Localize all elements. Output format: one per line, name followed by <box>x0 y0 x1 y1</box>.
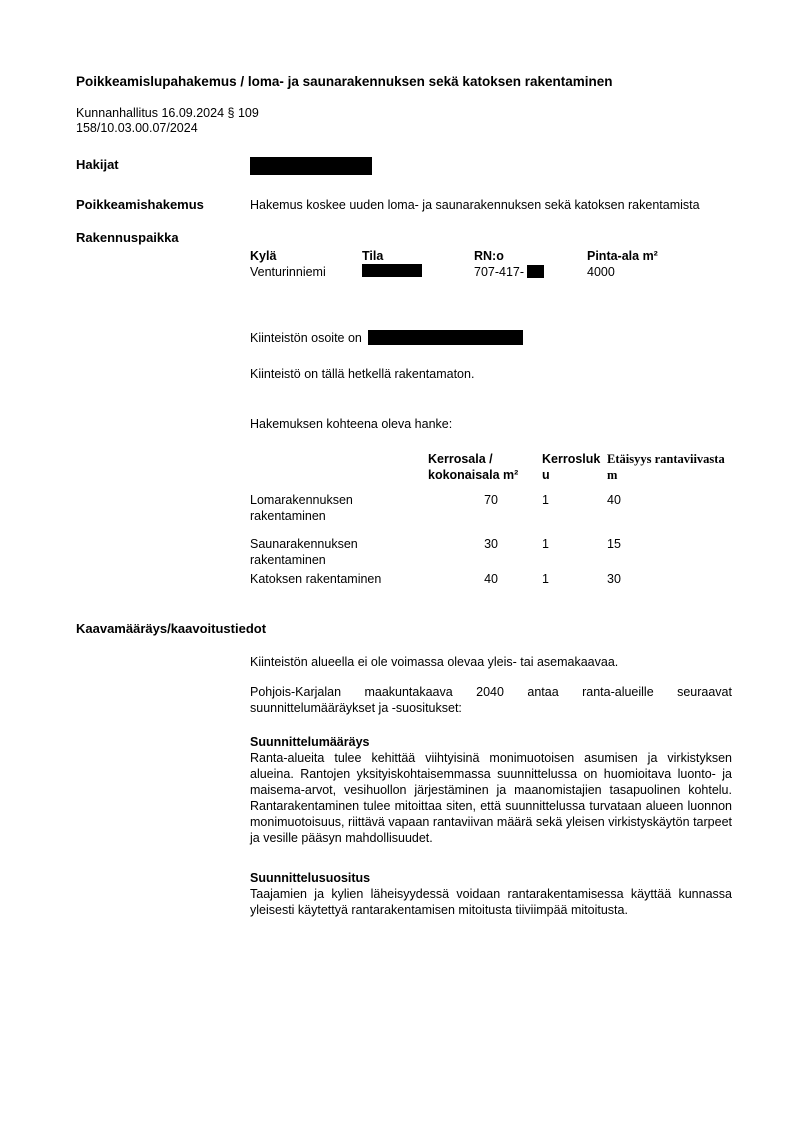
hanke-row-kerrosluku: 1 <box>542 537 549 551</box>
hanke-row-etaisyys: 30 <box>607 572 621 586</box>
hanke-row-name: Saunarakennuksen rakentaminen <box>250 537 358 567</box>
label-kaavamaarays: Kaavamääräys/kaavoitustiedot <box>76 621 267 636</box>
hanke-header-etaisyys: Etäisyys rantaviivasta m <box>607 452 725 482</box>
section-rakennuspaikka <box>76 230 742 587</box>
hanke-header-kerrosala: Kerrosala / kokonaisala m² <box>428 452 519 482</box>
hanke-table-header-row <box>250 451 732 483</box>
label-poikkeamishakemus: Poikkeamishakemus <box>76 197 204 212</box>
hanke-row-kerrosala: 30 <box>484 537 498 551</box>
section-kaavamaarays <box>76 621 742 637</box>
kaava-para2: Pohjois-Karjalan maakuntakaava 2040 antaa ranta-alueille seuraavat suunnittelumääräykset ja -suositukset: <box>250 685 732 715</box>
hanke-table-row <box>250 536 732 568</box>
meta-board-line: Kunnanhallitus 16.09.2024 § 109 <box>76 106 259 120</box>
property-table-header-row <box>250 248 732 264</box>
kaava-para2-row <box>76 684 742 716</box>
hakijat-content <box>250 157 732 179</box>
suunnittelumaarays-block <box>76 734 742 846</box>
redaction-box-osoite <box>368 330 523 345</box>
osoite-line <box>250 330 732 346</box>
section-poikkeamishakemus <box>76 197 742 213</box>
redaction-box-tila <box>362 264 422 277</box>
redaction-box-hakijat <box>250 157 372 175</box>
hanke-intro-text: Hakemuksen kohteena oleva hanke: <box>250 417 453 431</box>
label-rakennuspaikka: Rakennuspaikka <box>76 230 179 245</box>
hanke-row-kerrosala: 40 <box>484 572 498 586</box>
value-tila <box>362 264 474 281</box>
hanke-table-row <box>250 492 732 524</box>
hanke-table-row <box>250 571 732 587</box>
poikkeamishakemus-text: Hakemus koskee uuden loma- ja saunarakennuksen sekä katoksen rakentamista <box>250 198 700 212</box>
hanke-row-name: Lomarakennuksen rakentaminen <box>250 493 353 523</box>
rno-prefix: 707-417- <box>474 265 525 279</box>
hanke-table <box>250 451 732 587</box>
hanke-row-name: Katoksen rakentaminen <box>250 572 382 586</box>
osoite-prefix: Kiinteistön osoite on <box>250 331 362 345</box>
document-title: Poikkeamislupahakemus / loma- ja saunarakennuksen sekä katoksen rakentaminen <box>76 74 613 89</box>
hanke-row-etaisyys: 15 <box>607 537 621 551</box>
suunnittelumaarays-heading: Suunnittelumääräys <box>250 735 370 749</box>
property-table-value-row <box>250 264 732 281</box>
hanke-header-kerrosluku: Kerrosluku <box>542 452 601 482</box>
property-table <box>250 248 732 281</box>
hanke-row-kerrosala: 70 <box>484 493 498 507</box>
value-kyla: Venturinniemi <box>250 265 326 279</box>
hanke-row-kerrosluku: 1 <box>542 572 549 586</box>
section-hakijat <box>76 157 742 179</box>
header-tila: Tila <box>362 249 384 263</box>
redaction-box-rno <box>527 265 544 278</box>
header-kyla: Kylä <box>250 249 277 263</box>
meta-block <box>76 106 742 136</box>
suunnittelumaarays-text: Ranta-alueita tulee kehittää viihtyisinä monimuotoisen asumisen ja virkistyksen alueina. Rantojen yksityiskohtaisemmassa suunnittelussa on huomioitava luonto- ja maisema-arvot, vesihuollon järjestäminen ja maanomistajien tasapuolinen kohtelu. Rantarakentaminen tulee mitoittaa siten, että suunnittelussa turvataan alueen luonnon monimuotoisuus, riittävä vapaan rantaviivan määrä sekä yleisen virkistyskäytön tarpeet ja vesille pääsyn mahdollisuudet. <box>250 751 732 845</box>
header-rno: RN:o <box>474 249 504 263</box>
suunnittelusuositus-text: Taajamien ja kylien läheisyydessä voidaan rantarakentamisessa käyttää kunnassa yleisesti käytettyä rantarakentamisen mitoitusta tiiviimpää mitoitusta. <box>250 887 732 917</box>
header-pinta-ala: Pinta-ala m² <box>587 249 658 263</box>
suunnittelusuositus-block <box>76 870 742 918</box>
hanke-row-kerrosluku: 1 <box>542 493 549 507</box>
rakennuspaikka-content <box>250 230 732 587</box>
label-hakijat: Hakijat <box>76 157 119 172</box>
value-pinta-ala: 4000 <box>587 265 615 279</box>
kaava-para1-row <box>76 654 742 670</box>
property-status-text: Kiinteistö on tällä hetkellä rakentamaton. <box>250 367 475 381</box>
hanke-row-etaisyys: 40 <box>607 493 621 507</box>
value-rno <box>474 264 587 281</box>
meta-diary-number: 158/10.03.00.07/2024 <box>76 121 198 135</box>
suunnittelusuositus-heading: Suunnittelusuositus <box>250 871 371 885</box>
kaava-para1: Kiinteistön alueella ei ole voimassa olevaa yleis- tai asemakaavaa. <box>250 655 619 669</box>
